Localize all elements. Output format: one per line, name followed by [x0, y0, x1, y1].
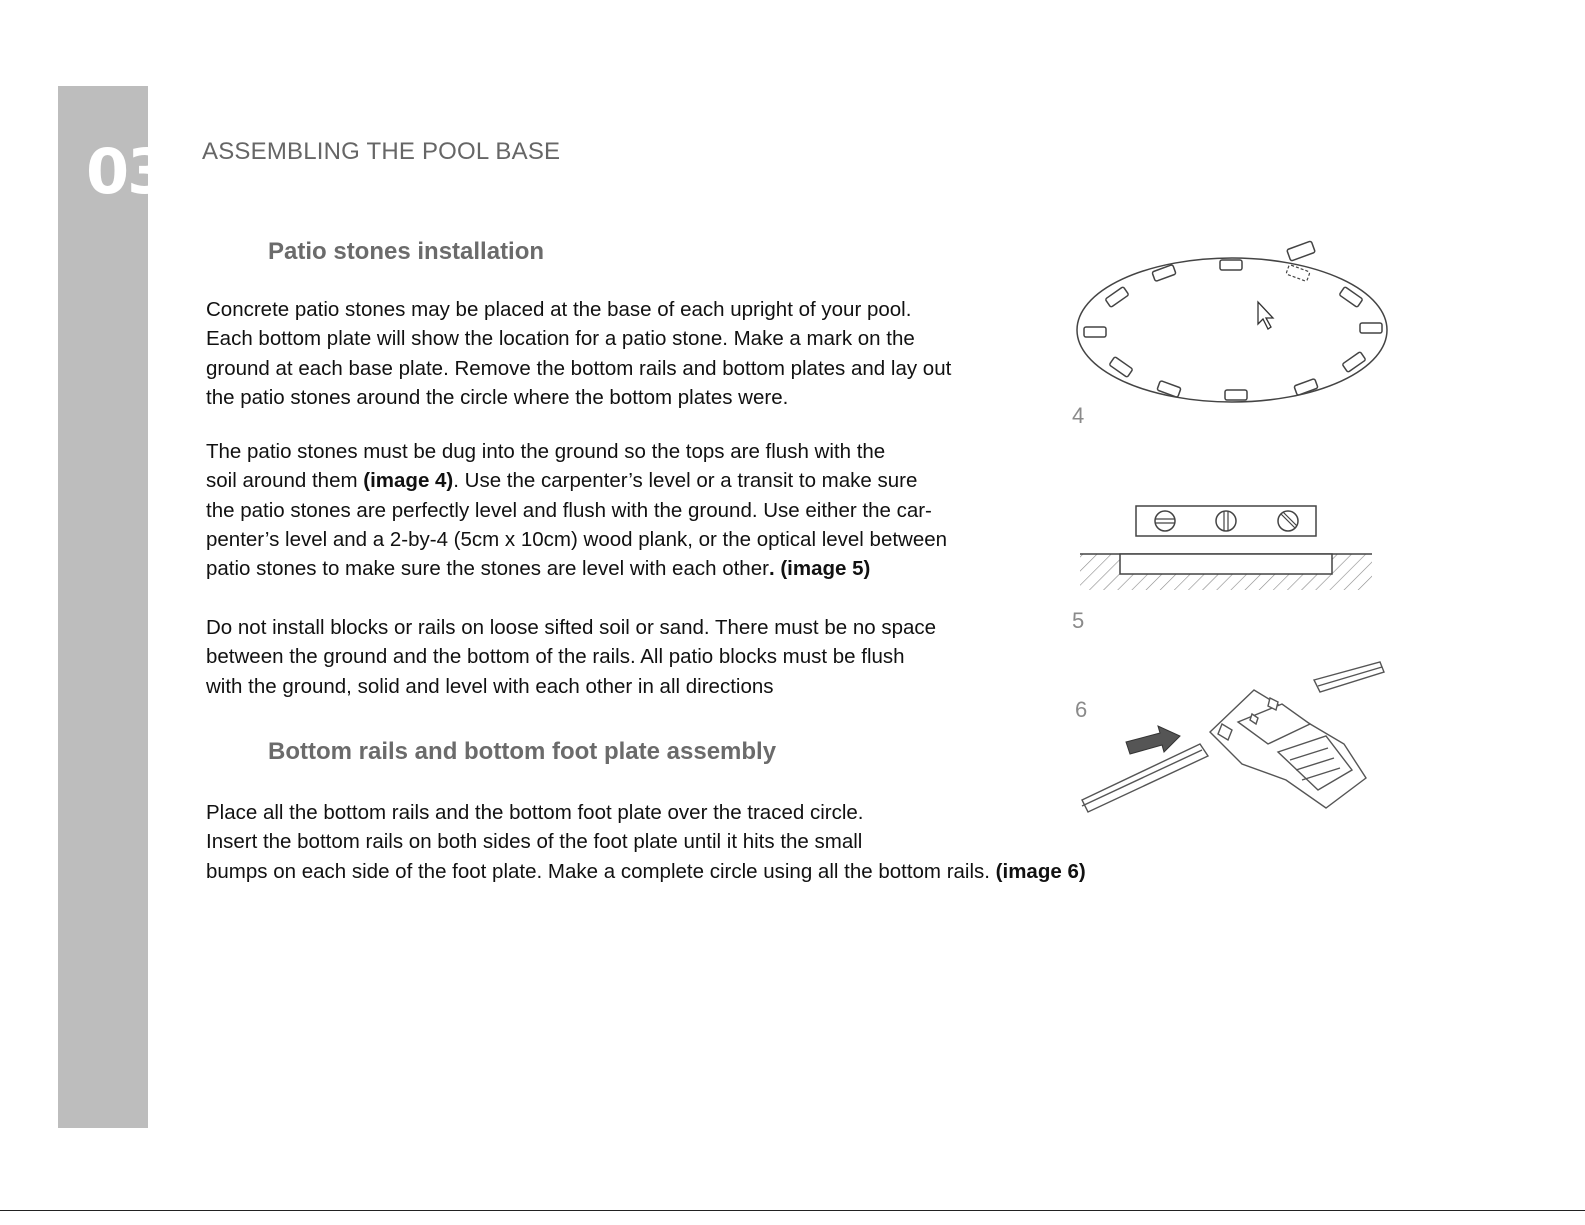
figure-6-label: 6 — [1075, 697, 1088, 722]
text-line: The patio stones must be dug into the ground so the tops are flush with the — [206, 440, 886, 463]
text-span: soil around them — [206, 469, 364, 493]
image-reference: . (image 5) — [768, 557, 871, 581]
text-line: with the ground, solid and level with each other in all directions — [206, 674, 774, 698]
section-title: ASSEMBLING THE POOL BASE — [202, 138, 561, 165]
paragraph-patio-level — [206, 437, 947, 583]
chapter-sidebar — [58, 86, 148, 1128]
text-line — [206, 857, 1086, 886]
subheading-bottom-rails: Bottom rails and bottom foot plate assembly — [268, 738, 777, 765]
text-line: Do not install blocks or rails on loose sifted soil or sand. There must be no space — [206, 616, 937, 639]
paragraph-soil-warning — [206, 613, 936, 701]
text-line: the patio stones are perfectly level and flush with the ground. Use either the car- — [206, 498, 932, 522]
figure-5-level-illustration — [1080, 500, 1375, 595]
paragraph-patio-intro — [206, 295, 951, 412]
text-line — [206, 466, 947, 495]
figure-4-patio-stone-circle — [1070, 232, 1400, 417]
text-line: penter’s level and a 2-by-4 (5cm x 10cm) wood plank, or the optical level between — [206, 527, 948, 551]
figure-5-label: 5 — [1072, 608, 1085, 633]
figure-4-label: 4 — [1072, 403, 1085, 428]
chapter-number: 03 — [86, 135, 169, 208]
text-span: . Use the carpenter’s level or a transit to make sure — [453, 469, 918, 493]
text-line: Concrete patio stones may be placed at the base of each upright of your pool. — [206, 298, 912, 321]
text-line: ground at each base plate. Remove the bottom rails and bottom plates and lay out — [206, 356, 952, 380]
figure-6-rail-foot-plate — [1082, 660, 1390, 820]
text-line: the patio stones around the circle where the bottom plates were. — [206, 385, 789, 409]
text-line: Insert the bottom rails on both sides of the foot plate until it hits the small — [206, 830, 863, 854]
text-span: bumps on each side of the foot plate. Make a complete circle using all the bottom rails. — [206, 859, 996, 883]
text-line: Place all the bottom rails and the bottom foot plate over the traced circle. — [206, 801, 864, 824]
image-reference: (image 6) — [995, 859, 1086, 883]
text-span: patio stones to make sure the stones are level with each other — [206, 557, 769, 581]
text-line: Each bottom plate will show the location for a patio stone. Make a mark on the — [206, 327, 915, 351]
image-reference: (image 4) — [363, 469, 454, 493]
text-line: between the ground and the bottom of the rails. All patio blocks must be flush — [206, 645, 905, 669]
subheading-patio-stones: Patio stones installation — [268, 238, 545, 265]
paragraph-rails-assembly — [206, 798, 1086, 886]
page-bottom-rule — [0, 1210, 1585, 1211]
text-line — [206, 554, 947, 583]
